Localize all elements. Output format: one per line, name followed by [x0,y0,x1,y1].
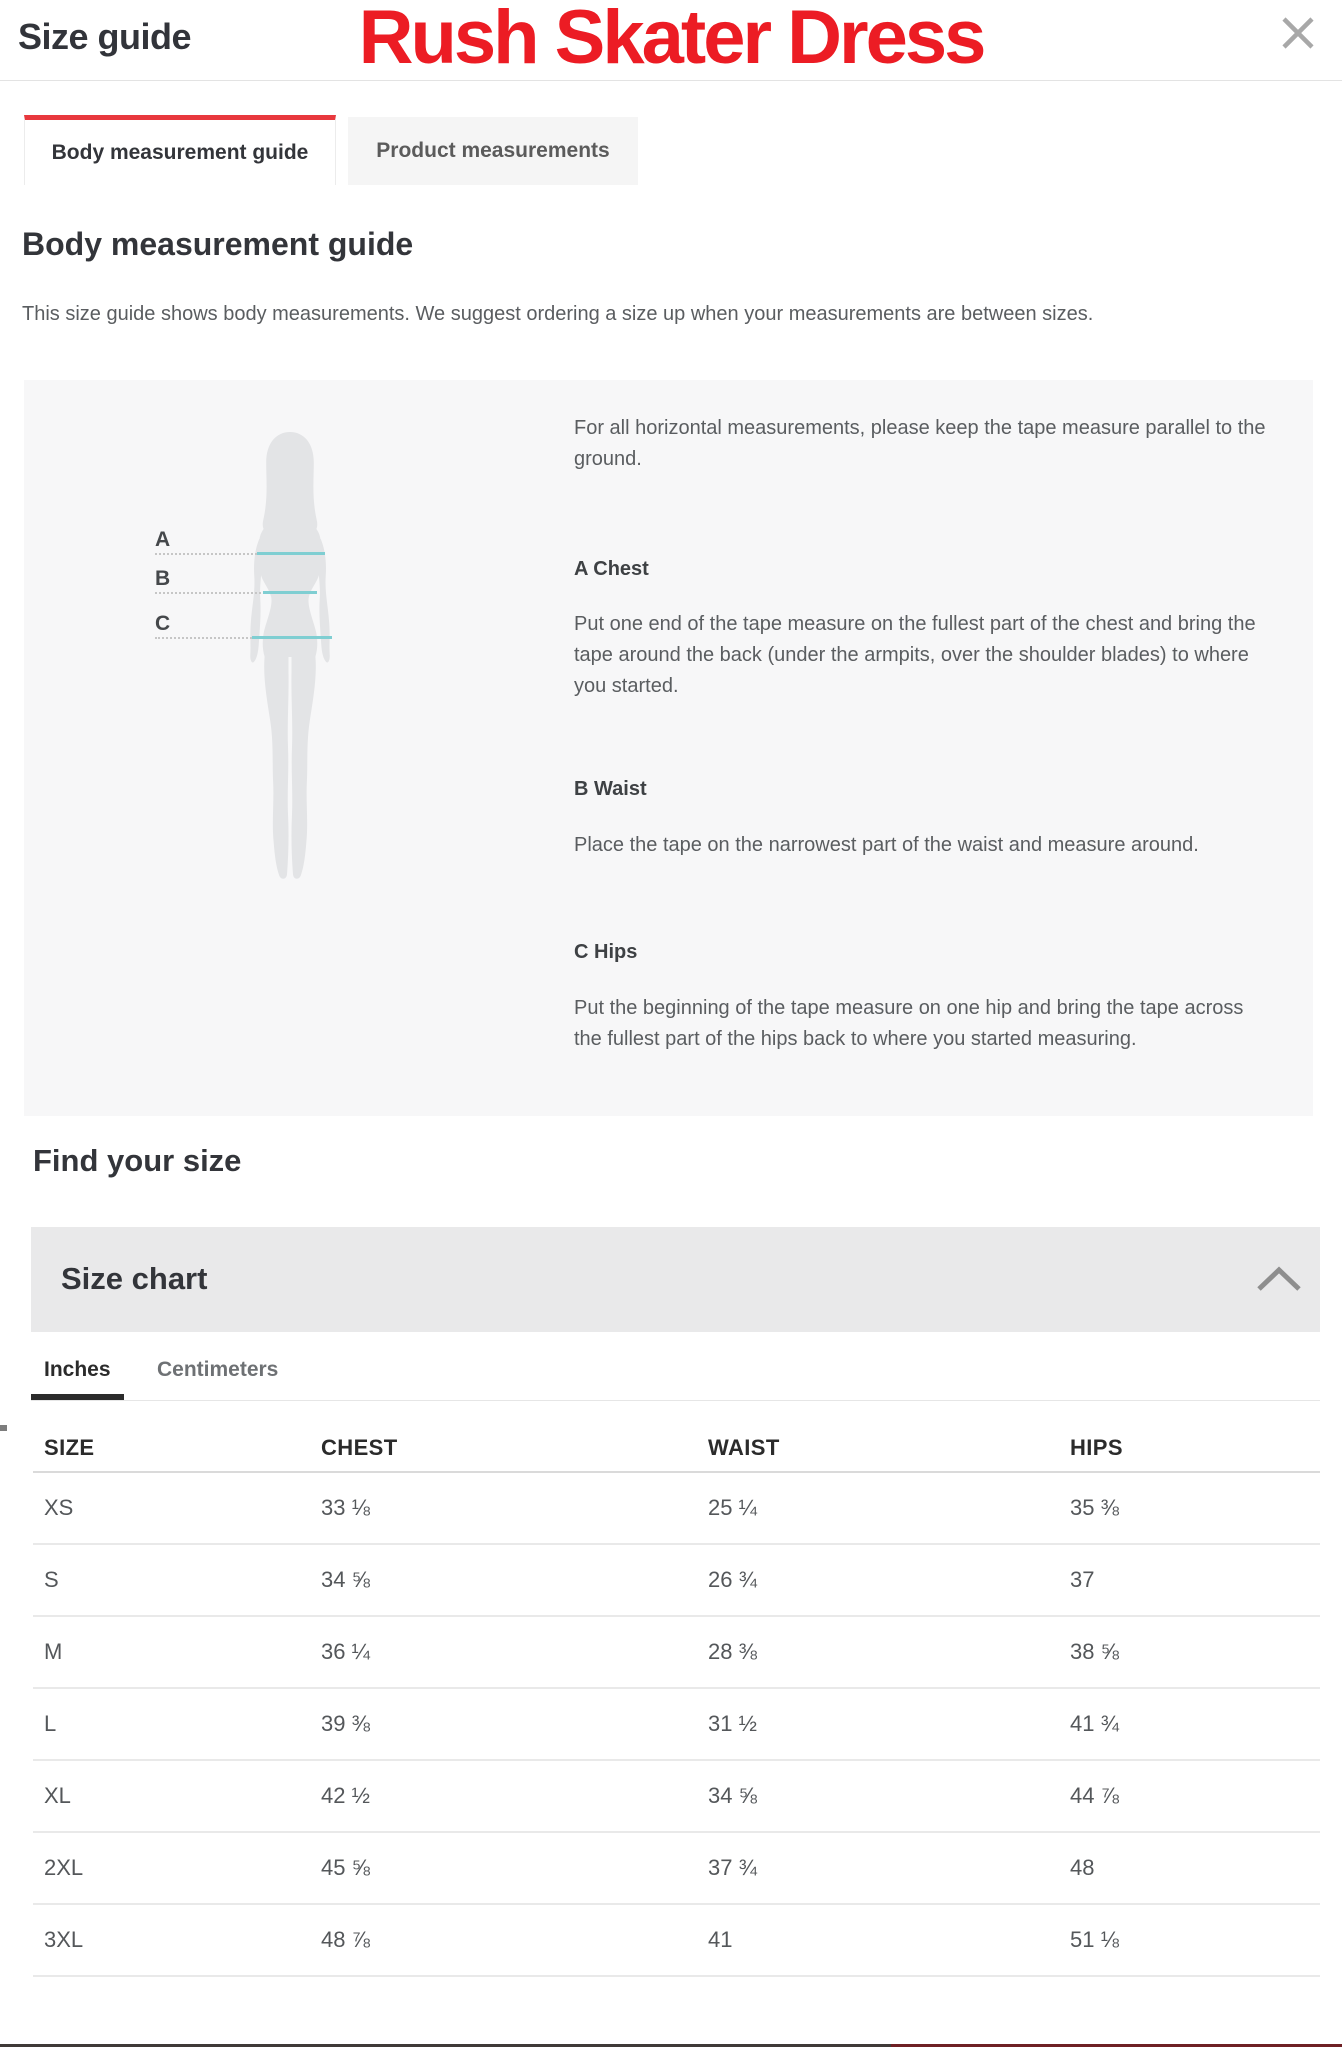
find-your-size-heading: Find your size [33,1143,242,1178]
waist-cell: 37 ¾ [697,1832,1059,1904]
close-button[interactable] [1276,12,1320,56]
size-cell: XL [33,1760,310,1832]
table-row [33,1472,1320,1544]
size-chart-table [33,1424,1320,1977]
close-icon [1278,41,1318,56]
hips-cell: 51 ⅛ [1059,1904,1320,1976]
table-header-row [33,1424,1320,1472]
silhouette-right-leg [291,655,315,879]
size-chart-accordion-header[interactable] [31,1227,1320,1332]
waist-section-label: B Waist [574,778,647,800]
size-cell: 2XL [33,1832,310,1904]
hips-section-label: C Hips [574,941,638,963]
hips-tape-line [252,636,332,639]
marker-c-label: C [155,612,171,635]
section-intro: This size guide shows body measurements. We suggest ordering a size up when your measurements are between sizes. [22,303,1094,325]
size-chart-title: Size chart [61,1261,208,1296]
tab-product-measurements[interactable] [348,117,638,185]
table-row [33,1688,1320,1760]
waist-cell: 41 [697,1904,1059,1976]
modal-title: Size guide [18,16,192,57]
chest-tape-line [257,552,325,555]
hips-cell: 44 ⅞ [1059,1760,1320,1832]
tab-body-measurement-guide[interactable] [24,115,336,185]
chest-cell: 36 ¼ [310,1616,697,1688]
product-title: Rush Skater Dress [358,0,984,80]
marker-a-label: A [155,528,171,551]
chevron-up-icon [1254,1265,1304,1293]
silhouette-left-leg [264,655,288,879]
waist-cell: 26 ¾ [697,1544,1059,1616]
measurement-panel [24,380,1313,1116]
bottom-edge-bar-red [891,2044,1342,2047]
tab-label: Product measurements [376,139,610,162]
chest-section-label: A Chest [574,558,649,580]
waist-cell: 25 ¼ [697,1472,1059,1544]
size-cell: 3XL [33,1904,310,1976]
size-cell: S [33,1544,310,1616]
table-row [33,1832,1320,1904]
chest-cell: 48 ⅞ [310,1904,697,1976]
hips-section-text: Put the beginning of the tape measure on one hip and bring the tape across the fullest part of the hips back to where you started measuring. [574,997,1244,1050]
section-heading: Body measurement guide [22,226,414,262]
bottom-edge-bar-dark [0,2044,891,2047]
hips-cell: 41 ¾ [1059,1688,1320,1760]
unit-tab-inches[interactable]: Inches [31,1352,124,1400]
waist-cell: 34 ⅝ [697,1760,1059,1832]
chest-cell: 33 ⅛ [310,1472,697,1544]
size-cell: XS [33,1472,310,1544]
tab-label: Body measurement guide [51,140,309,164]
waist-section-text: Place the tape on the narrowest part of the waist and measure around. [574,834,1199,856]
marker-b-label: B [155,567,171,590]
guide-tabs [24,115,638,185]
chest-section-text: Put one end of the tape measure on the fullest part of the chest and bring the tape around the back (under the armpits, over the shoulder blades) to where you started. [574,613,1256,697]
body-silhouette-figure [228,428,352,889]
table-row [33,1616,1320,1688]
table-row [33,1760,1320,1832]
table-row [33,1544,1320,1616]
hips-cell: 37 [1059,1544,1320,1616]
waist-cell: 31 ½ [697,1688,1059,1760]
chest-cell: 42 ½ [310,1760,697,1832]
size-cell: L [33,1688,310,1760]
chest-cell: 34 ⅝ [310,1544,697,1616]
waist-tape-line [263,591,317,594]
hips-cell: 38 ⅝ [1059,1616,1320,1688]
hips-cell: 35 ⅜ [1059,1472,1320,1544]
edge-artifact-mark [0,1425,7,1431]
size-cell: M [33,1616,310,1688]
column-header-size: SIZE [33,1424,310,1472]
chest-cell: 45 ⅝ [310,1832,697,1904]
unit-tab-centimeters[interactable]: Centimeters [156,1358,279,1381]
hips-cell: 48 [1059,1832,1320,1904]
table-row [33,1904,1320,1976]
chest-cell: 39 ⅜ [310,1688,697,1760]
measurement-note: For all horizontal measurements, please keep the tape measure parallel to the ground. [574,417,1266,470]
waist-cell: 28 ⅜ [697,1616,1059,1688]
unit-toggle [31,1352,1320,1401]
column-header-hips: HIPS [1059,1424,1320,1472]
column-header-chest: CHEST [310,1424,697,1472]
modal-header [0,0,1342,81]
column-header-waist: WAIST [697,1424,1059,1472]
